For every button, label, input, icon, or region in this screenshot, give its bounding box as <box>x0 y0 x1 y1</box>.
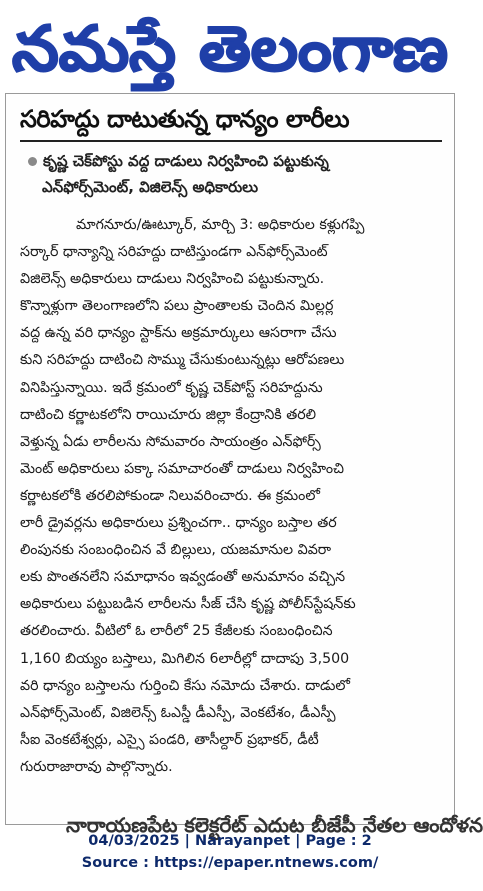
body-line: అధికారులు పట్టుబడిన లారీలను సీజ్ చేసి కృష్ణ పోలీస్‌స్టేషన్‌కు <box>20 596 356 613</box>
article-headline: సరిహద్దు దాటుతున్న ధాన్యం లారీలు <box>20 105 350 133</box>
masthead-logo <box>8 4 452 90</box>
bullet-icon <box>28 157 37 166</box>
body-line: విజిలెన్స్ అధికారులు దాడులు నిర్వహించి పట్టుకున్నారు. <box>20 271 325 288</box>
masthead-title: నమస్తే తెలంగాణ <box>12 12 419 85</box>
body-line: ఎన్‌ఫోర్స్‌మెంట్, విజిలెన్స్ ఓఎస్డీ డీఎస్పీ, వెంకటేశం, డీఎస్పీ <box>20 704 336 721</box>
footer-date-edition: 04/03/2025 | Narayanpet | Page : 2 <box>88 833 372 849</box>
body-line: మెంట్ అధికారులు పక్కా సమాచారంతో దాడులు నిర్వహించి <box>20 460 344 477</box>
subheadline-line-2: ఎన్‌ఫోర్స్‌మెంట్, విజిలెన్స్ అధికారులు <box>42 178 259 196</box>
body-line: కర్ణాటకలోకి తరలిపోకుండా నిలువరించారు. ఈ క్రమంలో <box>20 487 320 504</box>
news-clipping <box>5 93 483 837</box>
body-line: వెళ్తున్న ఏడు లారీలను సోమవారం సాయంత్రం ఎన్‌ఫోర్స్ <box>20 433 321 450</box>
body-line: కొన్నాళ్లుగా తెలంగాణలోని పలు ప్రాంతాలకు చెందిన మిల్లర్ల <box>20 298 334 315</box>
footer <box>0 826 460 874</box>
next-article-cutoff-headline: నారాయణపేట కలెక్టరేట్ ఎదుట బీజేపీ నేతల ఆందోళన <box>66 813 483 837</box>
body-line: లింపునకు సంబంధించిన వే బిల్లులు, యజమానుల వివరా <box>20 542 332 559</box>
article-subheadline <box>28 148 448 200</box>
body-line: వినిపిస్తున్నాయి. ఇదే క్రమంలో కృష్ణ చెక్‌పోస్ట్ సరిహద్దును <box>20 379 323 396</box>
body-line: లకు పొంతనలేని సమాధానం ఇవ్వడంతో అనుమానం వచ్చిన <box>20 569 346 586</box>
footer-source: Source : https://epaper.ntnews.com/ <box>81 855 379 871</box>
headline-rule <box>20 140 442 142</box>
article-body <box>20 212 444 781</box>
masthead-logo-art <box>8 4 452 90</box>
body-line: తరలించారు. వీటిలో ఓ లారీలో 25 కేజీలకు సంబంధించిన <box>20 623 333 640</box>
subheadline-line-1: కృష్ణ చెక్‌పోస్టు వద్ద దాడులు నిర్వహించి పట్టుకున్న <box>28 148 448 174</box>
body-line: సీఐ వెంకటేశ్వర్లు, ఎస్సై పండరి, తాసీల్దార్ ప్రభాకర్, డీటీ <box>20 731 319 748</box>
body-line: సర్కార్ ధాన్యాన్ని సరిహద్దు దాటిస్తుండగా ఎన్‌ఫోర్స్‌మెంట్ <box>20 244 328 261</box>
body-line: గురురాజారావు పాల్గొన్నారు. <box>20 758 173 775</box>
body-line: లారీ డ్రైవర్లను అధికారులు ప్రశ్నించగా.. ధాన్యం బస్తాల తర <box>20 515 337 532</box>
body-line: మాగనూరు/ఊట్కూర్, మార్చి 3: అధికారుల కళ్లుగప్పి <box>76 217 365 233</box>
body-line: 1,160 బియ్యం బస్తాలు, మిగిలిన 6లారీల్లో దాదాపు 3,500 <box>20 650 350 667</box>
body-line: వరి ధాన్యం బస్తాలను గుర్తించి కేసు నమోదు చేశారు. దాడులో <box>20 677 351 694</box>
body-line: వద్ద ఉన్న వరి ధాన్యం స్టాక్‌ను అక్రమార్కులు ఆసరాగా చేసు <box>20 325 337 342</box>
body-line: దాటించి కర్ణాటకలోని రాయిచూరు జిల్లా కేంద్రానికి తరలి <box>20 406 317 423</box>
body-line: కుని సరిహద్దు దాటించి సొమ్ము చేసుకుంటున్నట్లు ఆరోపణలు <box>20 352 345 369</box>
